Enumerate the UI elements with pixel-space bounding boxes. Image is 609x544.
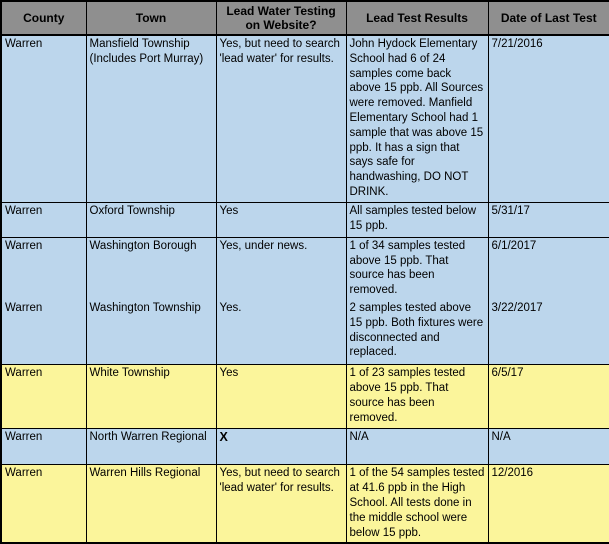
cell-town: Washington Borough [86,237,216,300]
cell-county: Warren [1,35,86,202]
cell-town: Mansfield Township (Includes Port Murray) [86,35,216,202]
cell-date: N/A [488,429,609,465]
cell-testing: Yes [216,202,346,237]
column-header-date: Date of Last Test [488,1,609,35]
cell-date: 3/22/2017 [488,300,609,365]
column-header-county: County [1,1,86,35]
cell-county: Warren [1,365,86,429]
table-row-washington-township [1,300,609,365]
column-header-town: Town [86,1,216,35]
cell-county: Warren [1,465,86,543]
table-row-mansfield-township [1,35,609,202]
cell-date: 6/1/2017 [488,237,609,300]
cell-town: Warren Hills Regional [86,465,216,543]
cell-county: Warren [1,202,86,237]
cell-results: 2 samples tested above 15 ppb. Both fixtures were disconnected and replaced. [346,300,488,365]
cell-county: Warren [1,300,86,365]
cell-testing: Yes, under news. [216,237,346,300]
cell-testing: Yes, but need to search 'lead water' for results. [216,465,346,543]
cell-county: Warren [1,237,86,300]
table-row-white-township [1,365,609,429]
cell-town: Washington Township [86,300,216,365]
table-row-north-warren-regional [1,429,609,465]
cell-town: White Township [86,365,216,429]
cell-testing: Yes. [216,300,346,365]
cell-date: 6/5/17 [488,365,609,429]
cell-results: N/A [346,429,488,465]
cell-date: 7/21/2016 [488,35,609,202]
cell-testing: X [216,429,346,465]
cell-date: 12/2016 [488,465,609,543]
cell-results: John Hydock Elementary School had 6 of 24 samples come back above 15 ppb. All Sources were removed. Manfield Elementary School had 1 sample that was above 15 ppb. It has a sign that says safe for handwashing, DO NOT DRINK. [346,35,488,202]
cell-town: North Warren Regional [86,429,216,465]
cell-results: 1 of 34 samples tested above 15 ppb. That source has been removed. [346,237,488,300]
cell-town: Oxford Township [86,202,216,237]
table-row-oxford-township [1,202,609,237]
table-row-washington-borough [1,237,609,300]
cell-county: Warren [1,429,86,465]
column-header-testing: Lead Water Testing on Website? [216,1,346,35]
cell-results: 1 of 23 samples tested above 15 ppb. That source has been removed. [346,365,488,429]
column-header-results: Lead Test Results [346,1,488,35]
cell-results: 1 of the 54 samples tested at 41.6 ppb in the High School. All tests done in the middle school were below 15 ppb. [346,465,488,543]
table-header-row [1,1,609,35]
cell-testing: Yes, but need to search 'lead water' for results. [216,35,346,202]
cell-date: 5/31/17 [488,202,609,237]
table-row-warren-hills-regional [1,465,609,543]
cell-results: All samples tested below 15 ppb. [346,202,488,237]
cell-testing: Yes [216,365,346,429]
